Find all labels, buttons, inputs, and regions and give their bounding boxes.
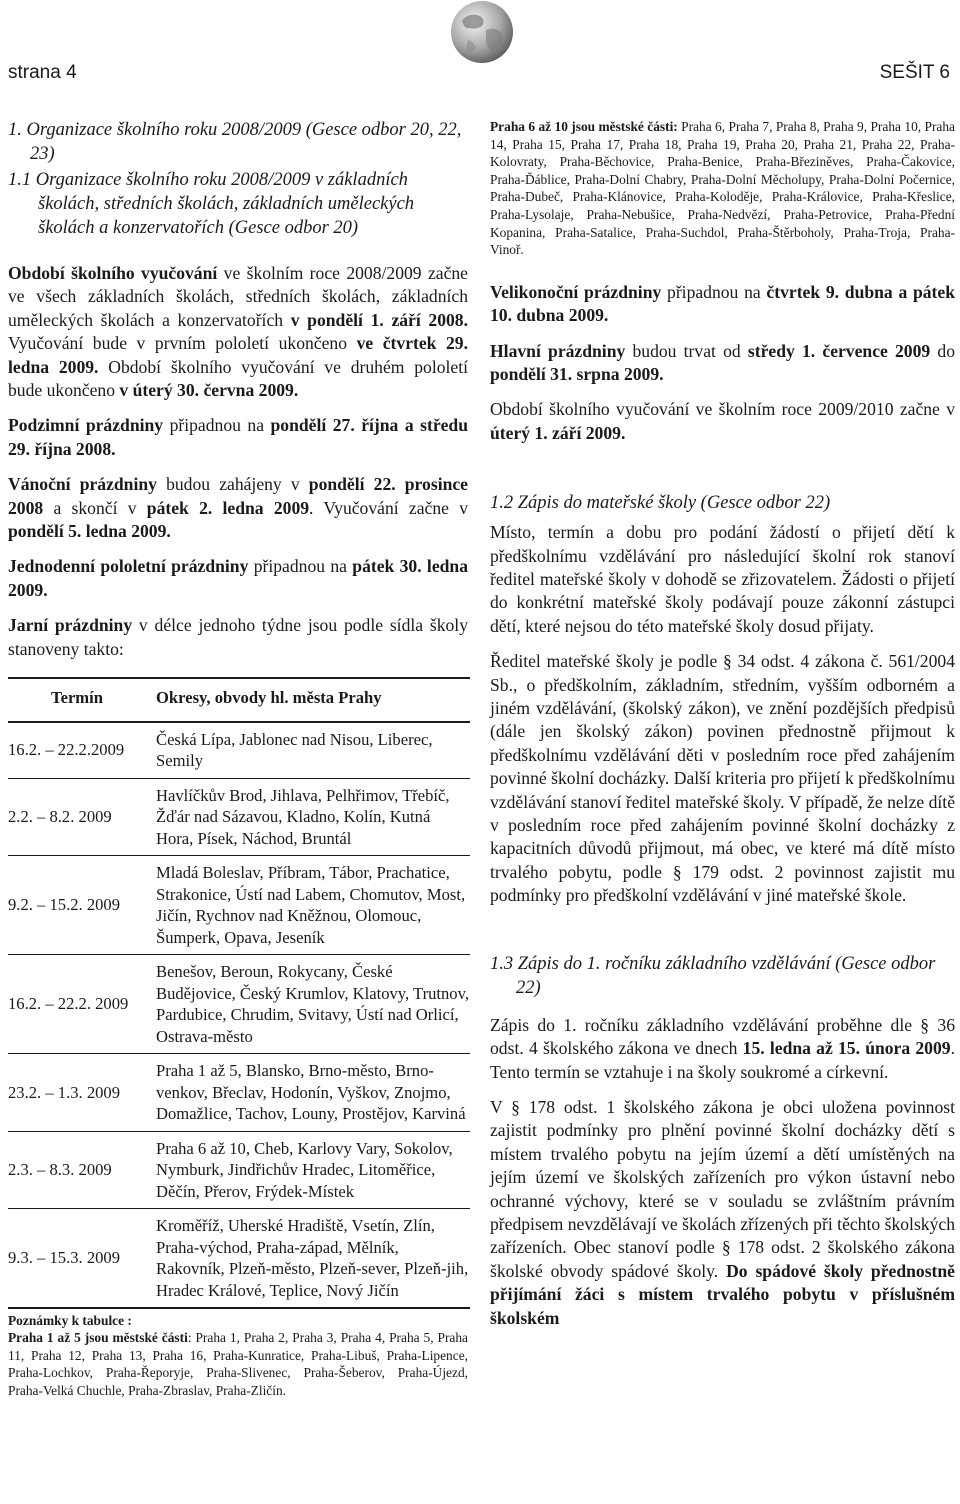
column-header-districts: Okresy, obvody hl. města Prahy <box>152 678 470 722</box>
text-run: Období školního vyučování ve druhém pololetí bude ukončeno <box>8 356 468 401</box>
bold-text: Praha 6 až 10 jsou městské části: <box>490 119 678 134</box>
paragraph-christmas-holidays <box>8 473 468 543</box>
paragraph-first-grade-1 <box>490 1014 955 1084</box>
text-run: budou zahájeny v <box>156 474 309 495</box>
subsection-heading: 1.1 Organizace školního roku 2008/2009 v základních školách, středních školách, základních uměleckých školách a konzervatořích (Gesce odbor 20) <box>8 170 415 238</box>
globe-icon <box>440 0 524 68</box>
left-column <box>8 118 468 1399</box>
text-run: v délce jednoho týdne jsou podle sídla školy stanoveny takto: <box>8 615 468 659</box>
bold-text: pondělí 5. ledna 2009. <box>8 521 171 542</box>
right-column <box>490 118 955 1330</box>
paragraph-kindergarten-2 <box>490 650 955 907</box>
bold-text: úterý 1. září 2009. <box>490 422 626 443</box>
text-run: Místo, termín a dobu pro podání žádostí o přijetí dětí k předškolnímu vzdělávání pro následující školní rok stanoví ředitel mateřské školy v dohodě se zřizovatelem. Žádosti o přijetí do konkrétní mateřské školy podávají pouze zákonní zástupci dětí, které nejsou do této mateřské školy dosud přijaty. <box>490 522 955 636</box>
table-row <box>8 955 470 1054</box>
bold-text: Jednodenní pololetní prázdniny <box>8 556 249 577</box>
paragraph-easter-holidays <box>490 281 955 328</box>
term-cell: 9.3. – 15.3. 2009 <box>8 1209 152 1309</box>
column-header-term: Termín <box>8 678 152 722</box>
bold-text: Praha 1 až 5 jsou městské části <box>8 1330 188 1346</box>
districts-cell: Mladá Boleslav, Příbram, Tábor, Prachatice, Strakonice, Ústí nad Labem, Chomutov, Most, Jičín, Rychnov nad Kněžnou, Olomouc, Šumperk, Opava, Jeseník <box>152 856 470 955</box>
text-run: Období školního vyučování ve školním roce 2009/2010 začne v <box>490 399 955 420</box>
paragraph-school-period <box>8 262 468 402</box>
text-run: připadnou na <box>661 281 767 302</box>
table-row <box>8 1054 470 1132</box>
table-row <box>8 778 470 856</box>
paragraph-autumn-holidays <box>8 414 468 461</box>
text-run: připadnou na <box>248 556 353 577</box>
text-run: Zápis do 1. ročníku základního vzdělávání proběhne dle § 36 odst. 4 školského zákona ve dnech <box>490 1014 955 1059</box>
bold-text: v úterý 30. června 2009. <box>119 380 299 401</box>
text-run: . Tento termín se vztahuje i na školy soukromé a církevní. <box>490 1038 955 1082</box>
districts-cell: Česká Lípa, Jablonec nad Nisou, Liberec, Semily <box>152 722 470 779</box>
issue-label: SEŠIT 6 <box>879 62 950 83</box>
bold-text: pondělí 22. prosince 2008 <box>8 474 468 518</box>
term-cell: 9.2. – 15.2. 2009 <box>8 856 152 955</box>
text-run: : Praha 1, Praha 2, Praha 3, Praha 4, Praha 5, Praha 11, Praha 12, Praha 13, Praha 16, Praha-Kunratice, Praha-Libuš, Praha-Lipence, Praha-Lochkov, Praha-Řeporyje, Praha-Slivenec, Praha-Šeberov, Praha-Újezd, Praha-Velká Chuchle, Praha-Zbraslav, Praha-Zličín. <box>8 1330 468 1398</box>
text-run: ve školním roce 2008/2009 začne ve všech základních školách, středních školách, základních uměleckých školách a konzervatořích <box>8 263 468 330</box>
districts-cell: Benešov, Beroun, Rokycany, České Budějovice, Český Krumlov, Klatovy, Trutnov, Pardubice, Chrudim, Svitavy, Ústí nad Orlicí, Ostrava-město <box>152 955 470 1054</box>
table-header-row <box>8 678 470 722</box>
text-run: do <box>930 340 955 361</box>
text-run: Vyučování bude v prvním pololetí ukončeno <box>8 333 357 354</box>
bold-text: Do spádové školy přednostně přijímání žáci s místem trvalého pobytu v příslušném školském <box>490 1260 955 1328</box>
bold-text: středy 1. července 2009 <box>747 340 931 361</box>
bold-text: Vánoční prázdniny <box>8 474 157 495</box>
text-run: Praha 6, Praha 7, Praha 8, Praha 9, Praha 10, Praha 14, Praha 15, Praha 17, Praha 18, Praha 19, Praha 20, Praha 21, Praha 22, Praha-Kolovraty, Praha-Běchovice, Praha-Benice, Praha-Březiněves, Praha-Čakovice, Praha-Ďáblice, Praha-Dolní Chabry, Praha-Dolní Měcholupy, Praha-Dolní Počernice, Praha-Dubeč, Praha-Klánovice, Praha-Koloděje, Praha-Královice, Praha-Křeslice, Praha-Lysolaje, Praha-Nebušice, Praha-Nedvězí, Praha-Petrovice, Praha-Přední Kopanina, Praha-Satalice, Praha-Suchdol, Praha-Štěrboholy, Praha-Troja, Praha-Vinoř. <box>490 119 955 258</box>
term-cell: 2.2. – 8.2. 2009 <box>8 778 152 856</box>
table-notes-heading: Poznámky k tabulce : <box>8 1313 132 1329</box>
spring-holidays-table <box>8 677 470 1309</box>
text-run: a skončí v <box>43 497 147 518</box>
table-row <box>8 1131 470 1209</box>
bold-text: Hlavní prázdniny <box>490 340 626 361</box>
term-cell: 16.2. – 22.2.2009 <box>8 722 152 779</box>
districts-cell: Praha 6 až 10, Cheb, Karlovy Vary, Sokolov, Nymburk, Jindřichův Hradec, Litoměřice, Děčín, Přerov, Frýdek-Místek <box>152 1131 470 1209</box>
subsection-heading-kindergarten: 1.2 Zápis do mateřské školy (Gesce odbor 22) <box>490 493 831 514</box>
section-heading: 1. Organizace školního roku 2008/2009 (Gesce odbor 20, 22, 23) <box>8 120 462 164</box>
bold-text: Jarní prázdniny <box>8 615 133 636</box>
bold-text: Období školního vyučování <box>8 263 218 283</box>
bold-text: pátek 2. ledna 2009 <box>146 497 310 518</box>
table-row <box>8 856 470 955</box>
term-cell: 23.2. – 1.3. 2009 <box>8 1054 152 1132</box>
prague-6-10-note <box>490 118 955 259</box>
paragraph-semester-holiday <box>8 555 468 602</box>
paragraph-next-year <box>490 398 955 445</box>
page-number: strana 4 <box>8 62 77 83</box>
table-row <box>8 1209 470 1309</box>
text-run: V § 178 odst. 1 školského zákona je obci uložena povinnost zajistit podmínky pro plnění povinné školní docházky dětí s místem trvalého pobytu na jejím území a dětí umístěných na jejím území ve školských zařízeních pro výkon ústavní nebo ochranné výchovy, které se v souladu se zvláštním právním předpisem nevzdělávají ve školách zřízených při těchto školských zařízeních. Obec stanoví podle § 178 odst. 2 školského zákona školské obvody spádové školy. <box>490 1096 955 1281</box>
bold-text: pondělí 27. října a středu 29. října 2008. <box>8 415 469 459</box>
paragraph-spring-holidays <box>8 614 468 661</box>
bold-text: 15. ledna až 15. února 2009 <box>742 1038 951 1059</box>
text-run: Ředitel mateřské školy je podle § 34 odst. 4 zákona č. 561/2004 Sb., o předškolním, základním, středním, vyšším odborném a jiném vzdělávání, (školský zákon), ve znění pozdějších předpisů (dále jen školský zákon) povinen přednostně přijmout k předškolnímu vzdělávání děti v posledním roce před zahájením povinné školní docházky. Další kriteria pro přijetí k předškolnímu vzdělávání stanoví ředitel mateřské školy. V případě, že nelze dítě v posledním roce před zahájením povinné školní docházky z kapacitních důvodů přijmout, má obec, ve které má dítě místo trvalého pobytu, podle § 179 odst. 2 povinnost zajistit mu podmínky pro předškolní vzdělávání v jiné mateřské škole. <box>490 651 955 906</box>
bold-text: pondělí 31. srpna 2009. <box>490 363 664 384</box>
paragraph-first-grade-2 <box>490 1096 955 1330</box>
bold-text: pátek 30. ledna 2009. <box>8 556 468 600</box>
districts-cell: Praha 1 až 5, Blansko, Brno-město, Brno-venkov, Břeclav, Hodonín, Vyškov, Znojmo, Domažlice, Tachov, Louny, Prostějov, Karviná <box>152 1054 470 1132</box>
bold-text: čtvrtek 9. dubna a pátek 10. dubna 2009. <box>490 281 956 326</box>
text-run: . Vyučování začne v <box>309 497 468 518</box>
bold-text: v pondělí 1. září 2008. <box>290 309 468 330</box>
districts-cell: Kroměříž, Uherské Hradiště, Vsetín, Zlín, Praha-východ, Praha-západ, Mělník, Rakovník, Plzeň-město, Plzeň-sever, Plzeň-jih, Hradec Králové, Teplice, Nový Jičín <box>152 1209 470 1309</box>
term-cell: 2.3. – 8.3. 2009 <box>8 1131 152 1209</box>
paragraph-kindergarten-1 <box>490 521 955 638</box>
bold-text: ve čtvrtek 29. ledna 2009. <box>8 333 469 377</box>
table-row <box>8 722 470 779</box>
bold-text: Velikonoční prázdniny <box>490 281 662 302</box>
bold-text: Podzimní prázdniny <box>8 415 164 436</box>
districts-cell: Havlíčkův Brod, Jihlava, Pelhřimov, Třebíč, Žďár nad Sázavou, Kladno, Kolín, Kutná Hora, Písek, Náchod, Bruntál <box>152 778 470 856</box>
subsection-heading-first-grade: 1.3 Zápis do 1. ročníku základního vzdělávání (Gesce odbor 22) <box>490 953 936 998</box>
term-cell: 16.2. – 22.2. 2009 <box>8 955 152 1054</box>
text-run: připadnou na <box>163 415 271 436</box>
text-run: budou trvat od <box>625 340 748 361</box>
table-notes-text <box>8 1329 468 1399</box>
paragraph-summer-holidays <box>490 340 955 387</box>
